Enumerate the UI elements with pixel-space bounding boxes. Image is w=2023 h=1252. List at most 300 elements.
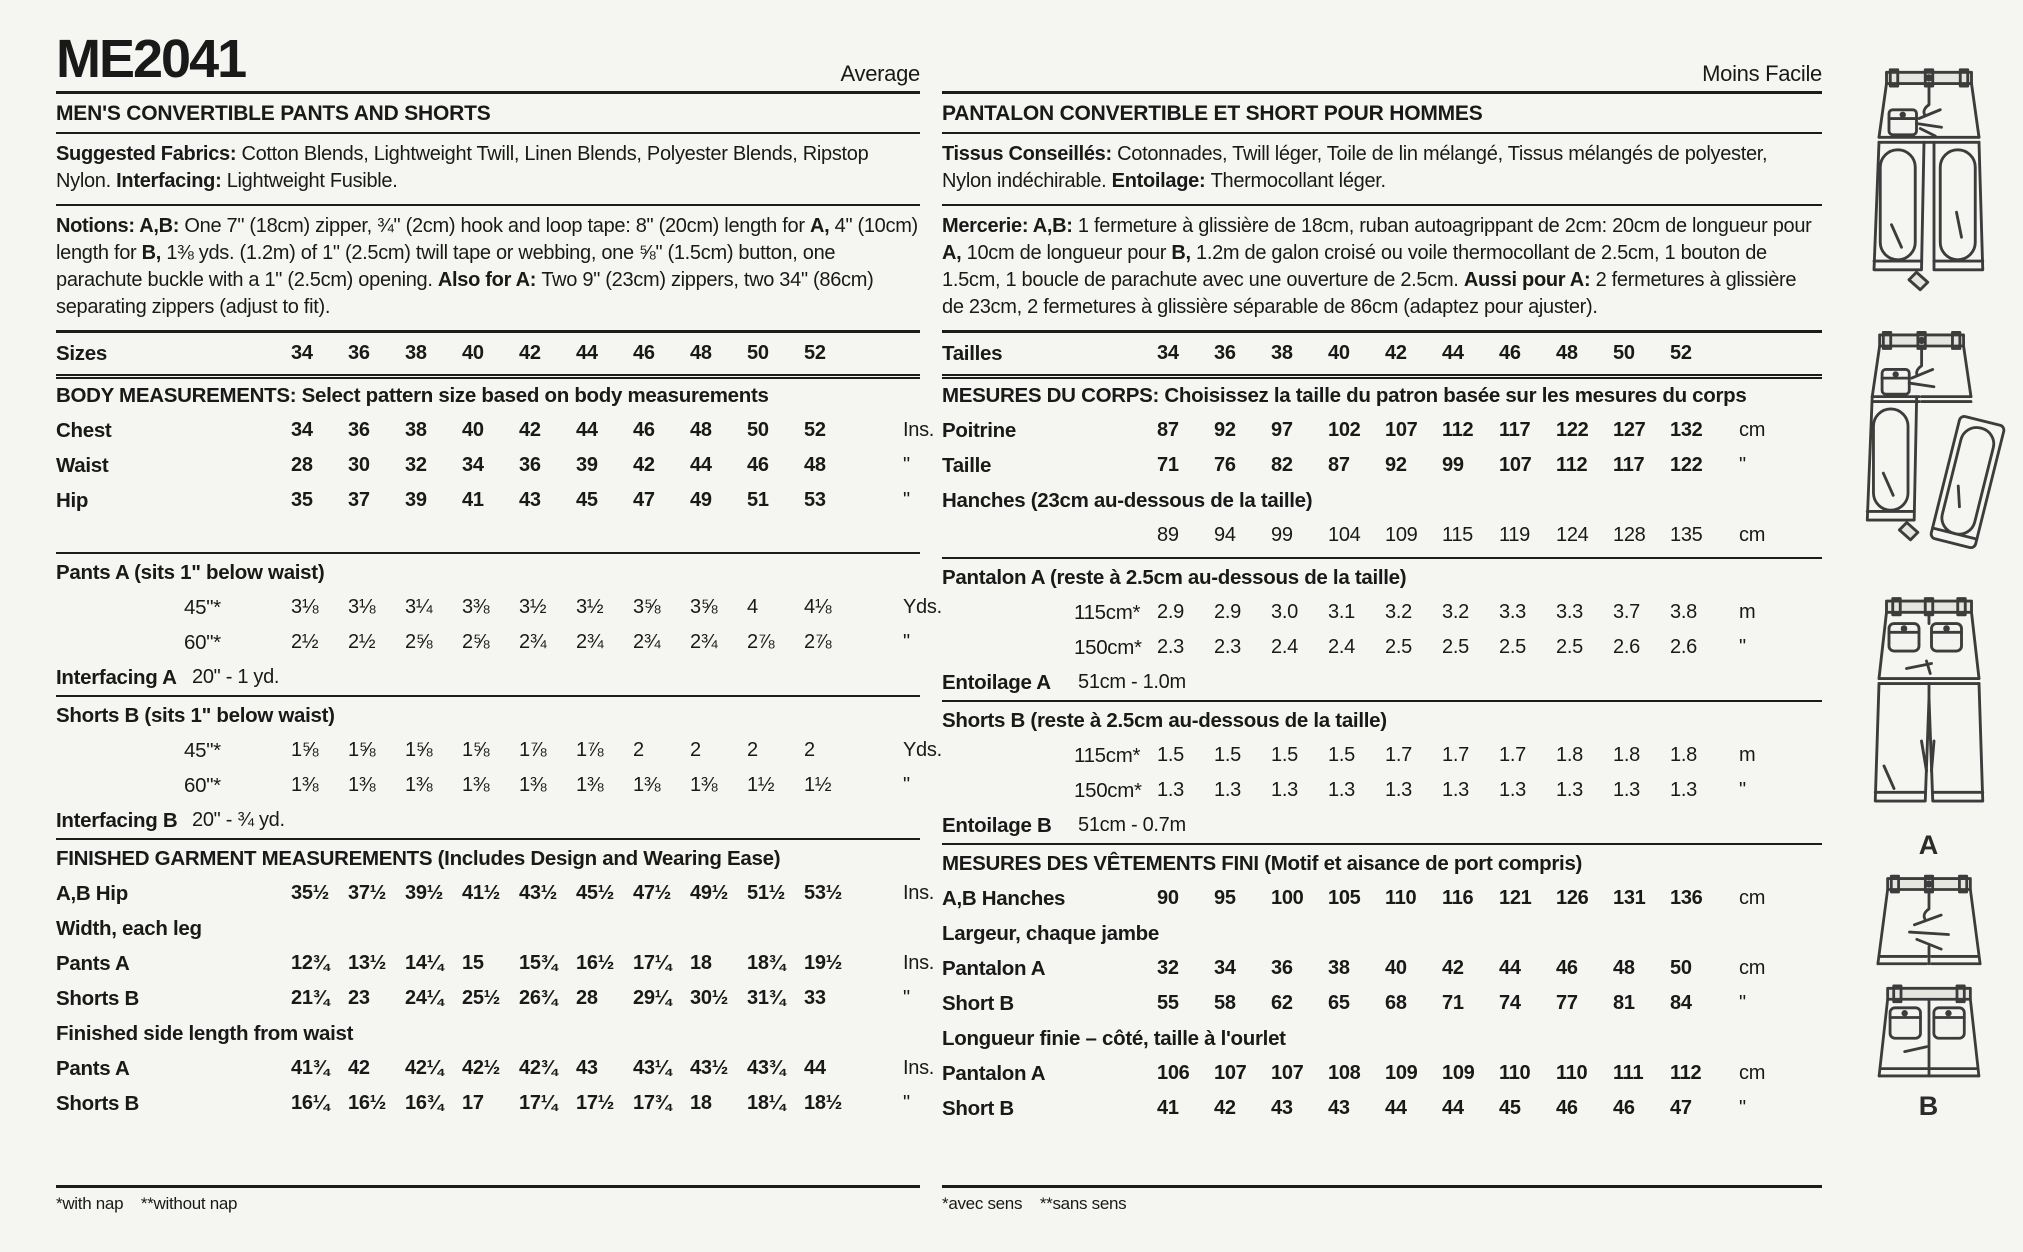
cell-value: 3½ xyxy=(576,596,604,618)
pants-yardage-table-fr xyxy=(942,595,1822,700)
cell-value: 62 xyxy=(1271,992,1293,1014)
cell-value: 2.3 xyxy=(1157,636,1184,658)
header-row-en xyxy=(56,29,920,94)
unit-label: m xyxy=(1739,744,1756,766)
cell-value: 132 xyxy=(1670,419,1703,441)
cell-value: 46 xyxy=(747,454,769,476)
pants-converting-view-illustration xyxy=(1850,312,2008,580)
cell-value: 46 xyxy=(1556,1097,1578,1119)
cell-value: 16¼ xyxy=(291,1092,330,1114)
cell-value: 25½ xyxy=(462,987,501,1009)
cell-value: 19½ xyxy=(804,952,843,974)
cell-value: 115 xyxy=(1442,524,1473,546)
table-section-row: Largeur, chaque jambe xyxy=(942,921,1159,945)
cell-value: 1½ xyxy=(804,774,832,796)
row-label: 150cm* xyxy=(1074,635,1142,659)
body-measurements-header-en: BODY MEASUREMENTS: Select pattern size based on body measurements xyxy=(56,384,769,407)
cell-value: 44 xyxy=(1442,342,1464,364)
cell-value: 1.3 xyxy=(1613,779,1640,801)
cell-value: 36 xyxy=(1214,342,1236,364)
cell-value: 135 xyxy=(1670,524,1703,546)
unit-label: Ins. xyxy=(903,419,935,441)
cell-value: 42 xyxy=(519,419,541,441)
table-section-row: Hanches (23cm au-dessous de la taille) xyxy=(942,488,1313,512)
cell-value: 1.8 xyxy=(1670,744,1697,766)
row-label: 60"* xyxy=(184,630,221,654)
cell-value: 46 xyxy=(633,419,655,441)
notions-paragraph-en xyxy=(56,206,920,333)
cell-value: 49½ xyxy=(690,882,729,904)
row-label: Interfacing A xyxy=(56,665,177,689)
cell-value: 71 xyxy=(1157,454,1179,476)
cell-value: 84 xyxy=(1670,992,1692,1014)
cell-value: 3⅛ xyxy=(291,596,319,618)
cell-value: 2¾ xyxy=(690,631,718,653)
table-row xyxy=(942,630,1822,665)
unit-label: Ins. xyxy=(903,1057,935,1079)
cell-value: 45 xyxy=(1499,1097,1521,1119)
cell-value: 131 xyxy=(1613,887,1646,909)
text-run: Cotonnades, Twill léger, Toile de lin mélangé, Tissus mélangés de polyester, Nylon indéchirable. xyxy=(942,143,1768,192)
cell-value: 55 xyxy=(1157,992,1179,1014)
cell-value: 1.5 xyxy=(1271,744,1298,766)
shorts-yardage-block-en xyxy=(56,695,942,838)
cell-value: 32 xyxy=(405,454,427,476)
cell-value: 82 xyxy=(1271,454,1293,476)
text-run: Suggested Fabrics: xyxy=(56,143,242,165)
pants-header-en: Pants A (sits 1" below waist) xyxy=(56,561,325,584)
cell-value: 51 xyxy=(747,489,769,511)
cell-value: 18½ xyxy=(804,1092,843,1114)
cell-value: 2.5 xyxy=(1556,636,1583,658)
cell-value: 1.3 xyxy=(1271,779,1298,801)
cell-value: 44 xyxy=(576,342,598,364)
cell-value: 43½ xyxy=(519,882,558,904)
cell-value: 3.3 xyxy=(1556,601,1583,623)
cell-value: 2.9 xyxy=(1157,601,1184,623)
cell-value: 15 xyxy=(462,952,484,974)
cell-value: 2.5 xyxy=(1442,636,1469,658)
cell-value: 1.5 xyxy=(1214,744,1241,766)
pants-yardage-block-en xyxy=(56,552,942,695)
cell-value: 42 xyxy=(348,1057,370,1079)
unit-label: " xyxy=(1739,992,1746,1014)
cell-value: 40 xyxy=(462,419,484,441)
cell-value: 3.3 xyxy=(1499,601,1526,623)
text-run: One 7" (18cm) zipper, ¾" (2cm) hook and loop tape: 8" (20cm) length for xyxy=(184,215,810,237)
cell-value: 29¼ xyxy=(633,987,672,1009)
cell-value: 2⅝ xyxy=(462,631,490,653)
cell-value: 1.7 xyxy=(1385,744,1412,766)
table-row xyxy=(56,803,920,838)
table-row xyxy=(56,1051,935,1086)
pants-back-view-illustration xyxy=(1854,580,2004,832)
cell-value: 2⅞ xyxy=(747,631,775,653)
row-label: Pantalon A xyxy=(942,956,1046,980)
cell-value: 117 xyxy=(1499,419,1531,441)
cell-value: 3⅛ xyxy=(348,596,376,618)
cell-value: 2.4 xyxy=(1271,636,1298,658)
cell-value: 1⅜ xyxy=(462,774,490,796)
row-label: Interfacing B xyxy=(56,808,178,832)
cell-value: 31¾ xyxy=(747,987,786,1009)
cell-value: 89 xyxy=(1157,524,1179,546)
cell-value: 94 xyxy=(1214,524,1236,546)
cell-value: 36 xyxy=(1271,957,1293,979)
row-label: Taille xyxy=(942,453,992,477)
shorts-header-en: Shorts B (sits 1" below waist) xyxy=(56,704,335,727)
cell-value: 43 xyxy=(1271,1097,1293,1119)
cell-value: 40 xyxy=(462,342,484,364)
cell-value: 1.5 xyxy=(1157,744,1184,766)
unit-label: " xyxy=(903,1092,910,1114)
unit-label: " xyxy=(1739,1097,1746,1119)
cell-value: 1⅝ xyxy=(291,739,319,761)
cell-value: 28 xyxy=(291,454,313,476)
row-label: 150cm* xyxy=(1074,778,1142,802)
table-row xyxy=(942,951,1822,986)
table-row xyxy=(942,1091,1822,1126)
cell-value: 3½ xyxy=(519,596,547,618)
cell-value: 24¼ xyxy=(405,987,444,1009)
shorts-front-view-illustration xyxy=(1856,871,2002,981)
cell-value: 2½ xyxy=(348,631,376,653)
finished-header-en: FINISHED GARMENT MEASUREMENTS (Includes Design and Wearing Ease) xyxy=(56,847,781,870)
cell-value: 51½ xyxy=(747,882,786,904)
cell-value: 35 xyxy=(291,489,313,511)
cell-value: 46 xyxy=(633,342,655,364)
cell-value: 41½ xyxy=(462,882,501,904)
cell-value: 1⅞ xyxy=(519,739,547,761)
table-row xyxy=(942,665,1822,700)
cell-value: 37½ xyxy=(348,882,387,904)
cell-value: 105 xyxy=(1328,887,1361,909)
table-row xyxy=(56,336,920,371)
cell-value: 38 xyxy=(1271,342,1293,364)
table-row xyxy=(942,518,1822,553)
fabrics-paragraph-en xyxy=(56,134,920,206)
cell-value: 53½ xyxy=(804,882,843,904)
text-run: A, xyxy=(809,215,830,237)
cell-value: 26¾ xyxy=(519,987,558,1009)
row-label: Shorts B xyxy=(56,986,140,1010)
cell-value: 43¼ xyxy=(633,1057,672,1079)
cell-value: 44 xyxy=(1385,1097,1407,1119)
cell-value: 48 xyxy=(690,419,712,441)
cell-value: 1⅜ xyxy=(519,774,547,796)
cell-value: 122 xyxy=(1556,419,1589,441)
unit-label: " xyxy=(903,454,910,476)
table-row xyxy=(56,733,942,768)
cell-value: 39½ xyxy=(405,882,444,904)
unit-label: cm xyxy=(1739,524,1766,546)
cell-value: 46 xyxy=(1499,342,1521,364)
table-row xyxy=(942,413,1822,448)
cell-value: 50 xyxy=(1613,342,1635,364)
cell-value: 3¼ xyxy=(405,596,433,618)
cell-value: 92 xyxy=(1214,419,1236,441)
cell-value: 42 xyxy=(1214,1097,1236,1119)
garment-title-fr: PANTALON CONVERTIBLE ET SHORT POUR HOMMES xyxy=(942,94,1822,134)
cell-value: 38 xyxy=(405,342,427,364)
cell-value: 110 xyxy=(1556,1062,1588,1084)
table-row xyxy=(942,336,1822,371)
cell-value: 39 xyxy=(576,454,598,476)
cell-value: 1⅝ xyxy=(348,739,376,761)
cell-value: 17¼ xyxy=(633,952,672,974)
cell-value: 42¼ xyxy=(405,1057,444,1079)
cell-value: 2 xyxy=(804,739,815,761)
cell-value: 107 xyxy=(1499,454,1532,476)
unit-label: cm xyxy=(1739,957,1766,979)
cell-value: 37 xyxy=(348,489,370,511)
unit-label: Ins. xyxy=(903,952,935,974)
unit-label: " xyxy=(1739,636,1746,658)
cell-value: 16¾ xyxy=(405,1092,444,1114)
unit-label: cm xyxy=(1739,419,1766,441)
french-column xyxy=(942,36,1822,1214)
cell-value: 46 xyxy=(1556,957,1578,979)
cell-value: 43 xyxy=(576,1057,598,1079)
cell-value: 34 xyxy=(1157,342,1179,364)
cell-value: 15¾ xyxy=(519,952,558,974)
unit-label: " xyxy=(903,631,910,653)
cell-value: 1.3 xyxy=(1670,779,1697,801)
cell-value: 33 xyxy=(804,987,826,1009)
row-label: Waist xyxy=(56,453,109,477)
cell-value: 1⅜ xyxy=(690,774,718,796)
cell-value: 3⅝ xyxy=(633,596,661,618)
cell-value: 2⅝ xyxy=(405,631,433,653)
shorts-yardage-table-fr xyxy=(942,738,1822,843)
footnote-block-fr xyxy=(942,1185,1822,1214)
cell-value: 2¾ xyxy=(576,631,604,653)
cell-value: 43½ xyxy=(690,1057,729,1079)
cell-value: 121 xyxy=(1499,887,1532,909)
cell-value: 44 xyxy=(1499,957,1521,979)
pattern-number: ME2041 xyxy=(56,29,246,89)
cell-value: 109 xyxy=(1385,1062,1418,1084)
row-label: Pantalon A xyxy=(942,1061,1046,1085)
cell-value: 52 xyxy=(804,419,826,441)
cell-value: 58 xyxy=(1214,992,1236,1014)
text-run: 2 fermetures à glissière de 23cm, 2 fermetures à glissière séparable de 86cm (adaptez pour ajuster). xyxy=(942,269,1797,318)
cell-value: 18 xyxy=(690,1092,712,1114)
cell-value: 50 xyxy=(747,342,769,364)
cell-value: 17¾ xyxy=(633,1092,672,1114)
cell-value: 45½ xyxy=(576,882,615,904)
table-row xyxy=(56,483,920,518)
unit-label: " xyxy=(903,489,910,511)
cell-value: 109 xyxy=(1442,1062,1475,1084)
row-label: Hip xyxy=(56,488,89,512)
cell-value: 21¾ xyxy=(291,987,330,1009)
table-row xyxy=(56,768,920,803)
table-row xyxy=(56,876,935,911)
table-row xyxy=(942,773,1822,808)
cell-value: 2 xyxy=(633,739,644,761)
cell-value: 41 xyxy=(462,489,484,511)
cell-value: 117 xyxy=(1613,454,1645,476)
cell-value: 74 xyxy=(1499,992,1521,1014)
cell-value: 127 xyxy=(1613,419,1646,441)
cell-value: 4 xyxy=(747,596,758,618)
row-value: 20" - ¾ yd. xyxy=(192,809,285,831)
difficulty-label-en: Average xyxy=(840,60,920,86)
table-row xyxy=(56,625,920,660)
row-label: 115cm* xyxy=(1074,743,1141,767)
row-label: Shorts B xyxy=(56,1091,140,1115)
cell-value: 39 xyxy=(405,489,427,511)
cell-value: 36 xyxy=(348,419,370,441)
cell-value: 42½ xyxy=(462,1057,501,1079)
table-row xyxy=(56,946,935,981)
cell-value: 36 xyxy=(348,342,370,364)
cell-value: 17½ xyxy=(576,1092,615,1114)
cell-value: 110 xyxy=(1385,887,1417,909)
table-row xyxy=(942,595,1822,630)
cell-value: 3⅝ xyxy=(690,596,718,618)
unit-label: cm xyxy=(1739,1062,1766,1084)
cell-value: 107 xyxy=(1385,419,1418,441)
cell-value: 41¾ xyxy=(291,1057,330,1079)
shorts-yardage-table-en xyxy=(56,733,942,838)
cell-value: 1½ xyxy=(747,774,775,796)
sizes-table-en xyxy=(56,333,920,379)
row-label: Short B xyxy=(942,1096,1014,1120)
cell-value: 3.0 xyxy=(1271,601,1298,623)
cell-value: 44 xyxy=(1442,1097,1464,1119)
unit-label: " xyxy=(903,987,910,1009)
cell-value: 1.3 xyxy=(1328,779,1355,801)
cell-value: 12¾ xyxy=(291,952,330,974)
cell-value: 1⅜ xyxy=(291,774,319,796)
cell-value: 45 xyxy=(576,489,598,511)
table-row xyxy=(56,590,942,625)
cell-value: 41 xyxy=(1157,1097,1179,1119)
cell-value: 95 xyxy=(1214,887,1236,909)
cell-value: 102 xyxy=(1328,419,1361,441)
cell-value: 30 xyxy=(348,454,370,476)
cell-value: 43¾ xyxy=(747,1057,786,1079)
cell-value: 17 xyxy=(462,1092,484,1114)
row-value: 51cm - 1.0m xyxy=(1078,671,1186,693)
cell-value: 34 xyxy=(1214,957,1236,979)
cell-value: 44 xyxy=(804,1057,826,1079)
cell-value: 2 xyxy=(747,739,758,761)
row-label: Tailles xyxy=(942,341,1003,365)
cell-value: 1⅜ xyxy=(348,774,376,796)
row-label: Entoilage A xyxy=(942,670,1051,694)
cell-value: 87 xyxy=(1328,454,1350,476)
cell-value: 43 xyxy=(1328,1097,1350,1119)
cell-value: 1⅞ xyxy=(576,739,604,761)
cell-value: 112 xyxy=(1442,419,1474,441)
cell-value: 2.6 xyxy=(1613,636,1640,658)
cell-value: 4⅛ xyxy=(804,596,832,618)
cell-value: 47 xyxy=(1670,1097,1692,1119)
shorts-header-fr: Shorts B (reste à 2.5cm au-dessous de la taille) xyxy=(942,709,1387,732)
cell-value: 99 xyxy=(1442,454,1464,476)
cell-value: 3.1 xyxy=(1328,601,1355,623)
text-run: Notions: A,B: xyxy=(56,215,185,237)
nap-footnote-en: *with nap **without nap xyxy=(56,1194,238,1213)
cell-value: 48 xyxy=(804,454,826,476)
cell-value: 2⅞ xyxy=(804,631,832,653)
row-label: Sizes xyxy=(56,341,107,365)
table-section-row: Longueur finie – côté, taille à l'ourlet xyxy=(942,1026,1286,1050)
cell-value: 46 xyxy=(1613,1097,1635,1119)
text-run: 10cm de longueur pour xyxy=(961,242,1172,264)
row-label: Short B xyxy=(942,991,1014,1015)
cell-value: 2.5 xyxy=(1499,636,1526,658)
finished-measurements-block-fr xyxy=(942,843,1822,1126)
row-label: 45"* xyxy=(184,738,221,762)
cell-value: 16½ xyxy=(576,952,615,974)
text-run: Cotton Blends, Lightweight Twill, Linen Blends, Polyester Blends, Ripstop Nylon. xyxy=(56,143,869,192)
unit-label: Yds. xyxy=(903,739,942,761)
cell-value: 112 xyxy=(1556,454,1588,476)
row-label: Poitrine xyxy=(942,418,1016,442)
text-run: Thermocollant léger. xyxy=(1210,170,1386,192)
table-row xyxy=(942,738,1822,773)
cell-value: 116 xyxy=(1442,887,1474,909)
cell-value: 90 xyxy=(1157,887,1179,909)
cell-value: 106 xyxy=(1157,1062,1190,1084)
cell-value: 50 xyxy=(747,419,769,441)
cell-value: 110 xyxy=(1499,1062,1531,1084)
cell-value: 43 xyxy=(519,489,541,511)
row-value: 51cm - 0.7m xyxy=(1078,814,1186,836)
english-column xyxy=(56,29,942,1214)
cell-value: 71 xyxy=(1442,992,1464,1014)
cell-value: 1.7 xyxy=(1442,744,1469,766)
cell-value: 108 xyxy=(1328,1062,1361,1084)
cell-value: 49 xyxy=(690,489,712,511)
cell-value: 97 xyxy=(1271,419,1293,441)
cell-value: 65 xyxy=(1328,992,1350,1014)
cell-value: 1⅜ xyxy=(633,774,661,796)
row-label: Pants A xyxy=(56,951,130,975)
view-b-label: B xyxy=(1918,1091,1939,1121)
shorts-yardage-block-fr xyxy=(942,700,1822,843)
cell-value: 81 xyxy=(1613,992,1635,1014)
unit-label: " xyxy=(1739,779,1746,801)
cell-value: 34 xyxy=(291,419,313,441)
cell-value: 40 xyxy=(1328,342,1350,364)
body-measurements-header-fr: MESURES DU CORPS: Choisissez la taille du patron basée sur les mesures du corps xyxy=(942,384,1747,407)
pants-front-view-illustration xyxy=(1854,50,2004,312)
row-label: 45"* xyxy=(184,595,221,619)
unit-label: m xyxy=(1739,601,1756,623)
text-run: Interfacing: xyxy=(116,170,227,192)
text-run: Mercerie: A,B: xyxy=(942,215,1078,237)
row-value: 20" - 1 yd. xyxy=(192,666,280,688)
cell-value: 2¾ xyxy=(633,631,661,653)
cell-value: 77 xyxy=(1556,992,1578,1014)
cell-value: 30½ xyxy=(690,987,729,1009)
cell-value: 99 xyxy=(1271,524,1293,546)
cell-value: 44 xyxy=(690,454,712,476)
row-label: Chest xyxy=(56,418,112,442)
cell-value: 124 xyxy=(1556,524,1589,546)
cell-value: 48 xyxy=(1613,957,1635,979)
cell-value: 126 xyxy=(1556,887,1589,909)
cell-value: 104 xyxy=(1328,524,1361,546)
text-run: Tissus Conseillés: xyxy=(942,143,1118,165)
cell-value: 1⅜ xyxy=(576,774,604,796)
garment-title-en: MEN'S CONVERTIBLE PANTS AND SHORTS xyxy=(56,94,920,134)
